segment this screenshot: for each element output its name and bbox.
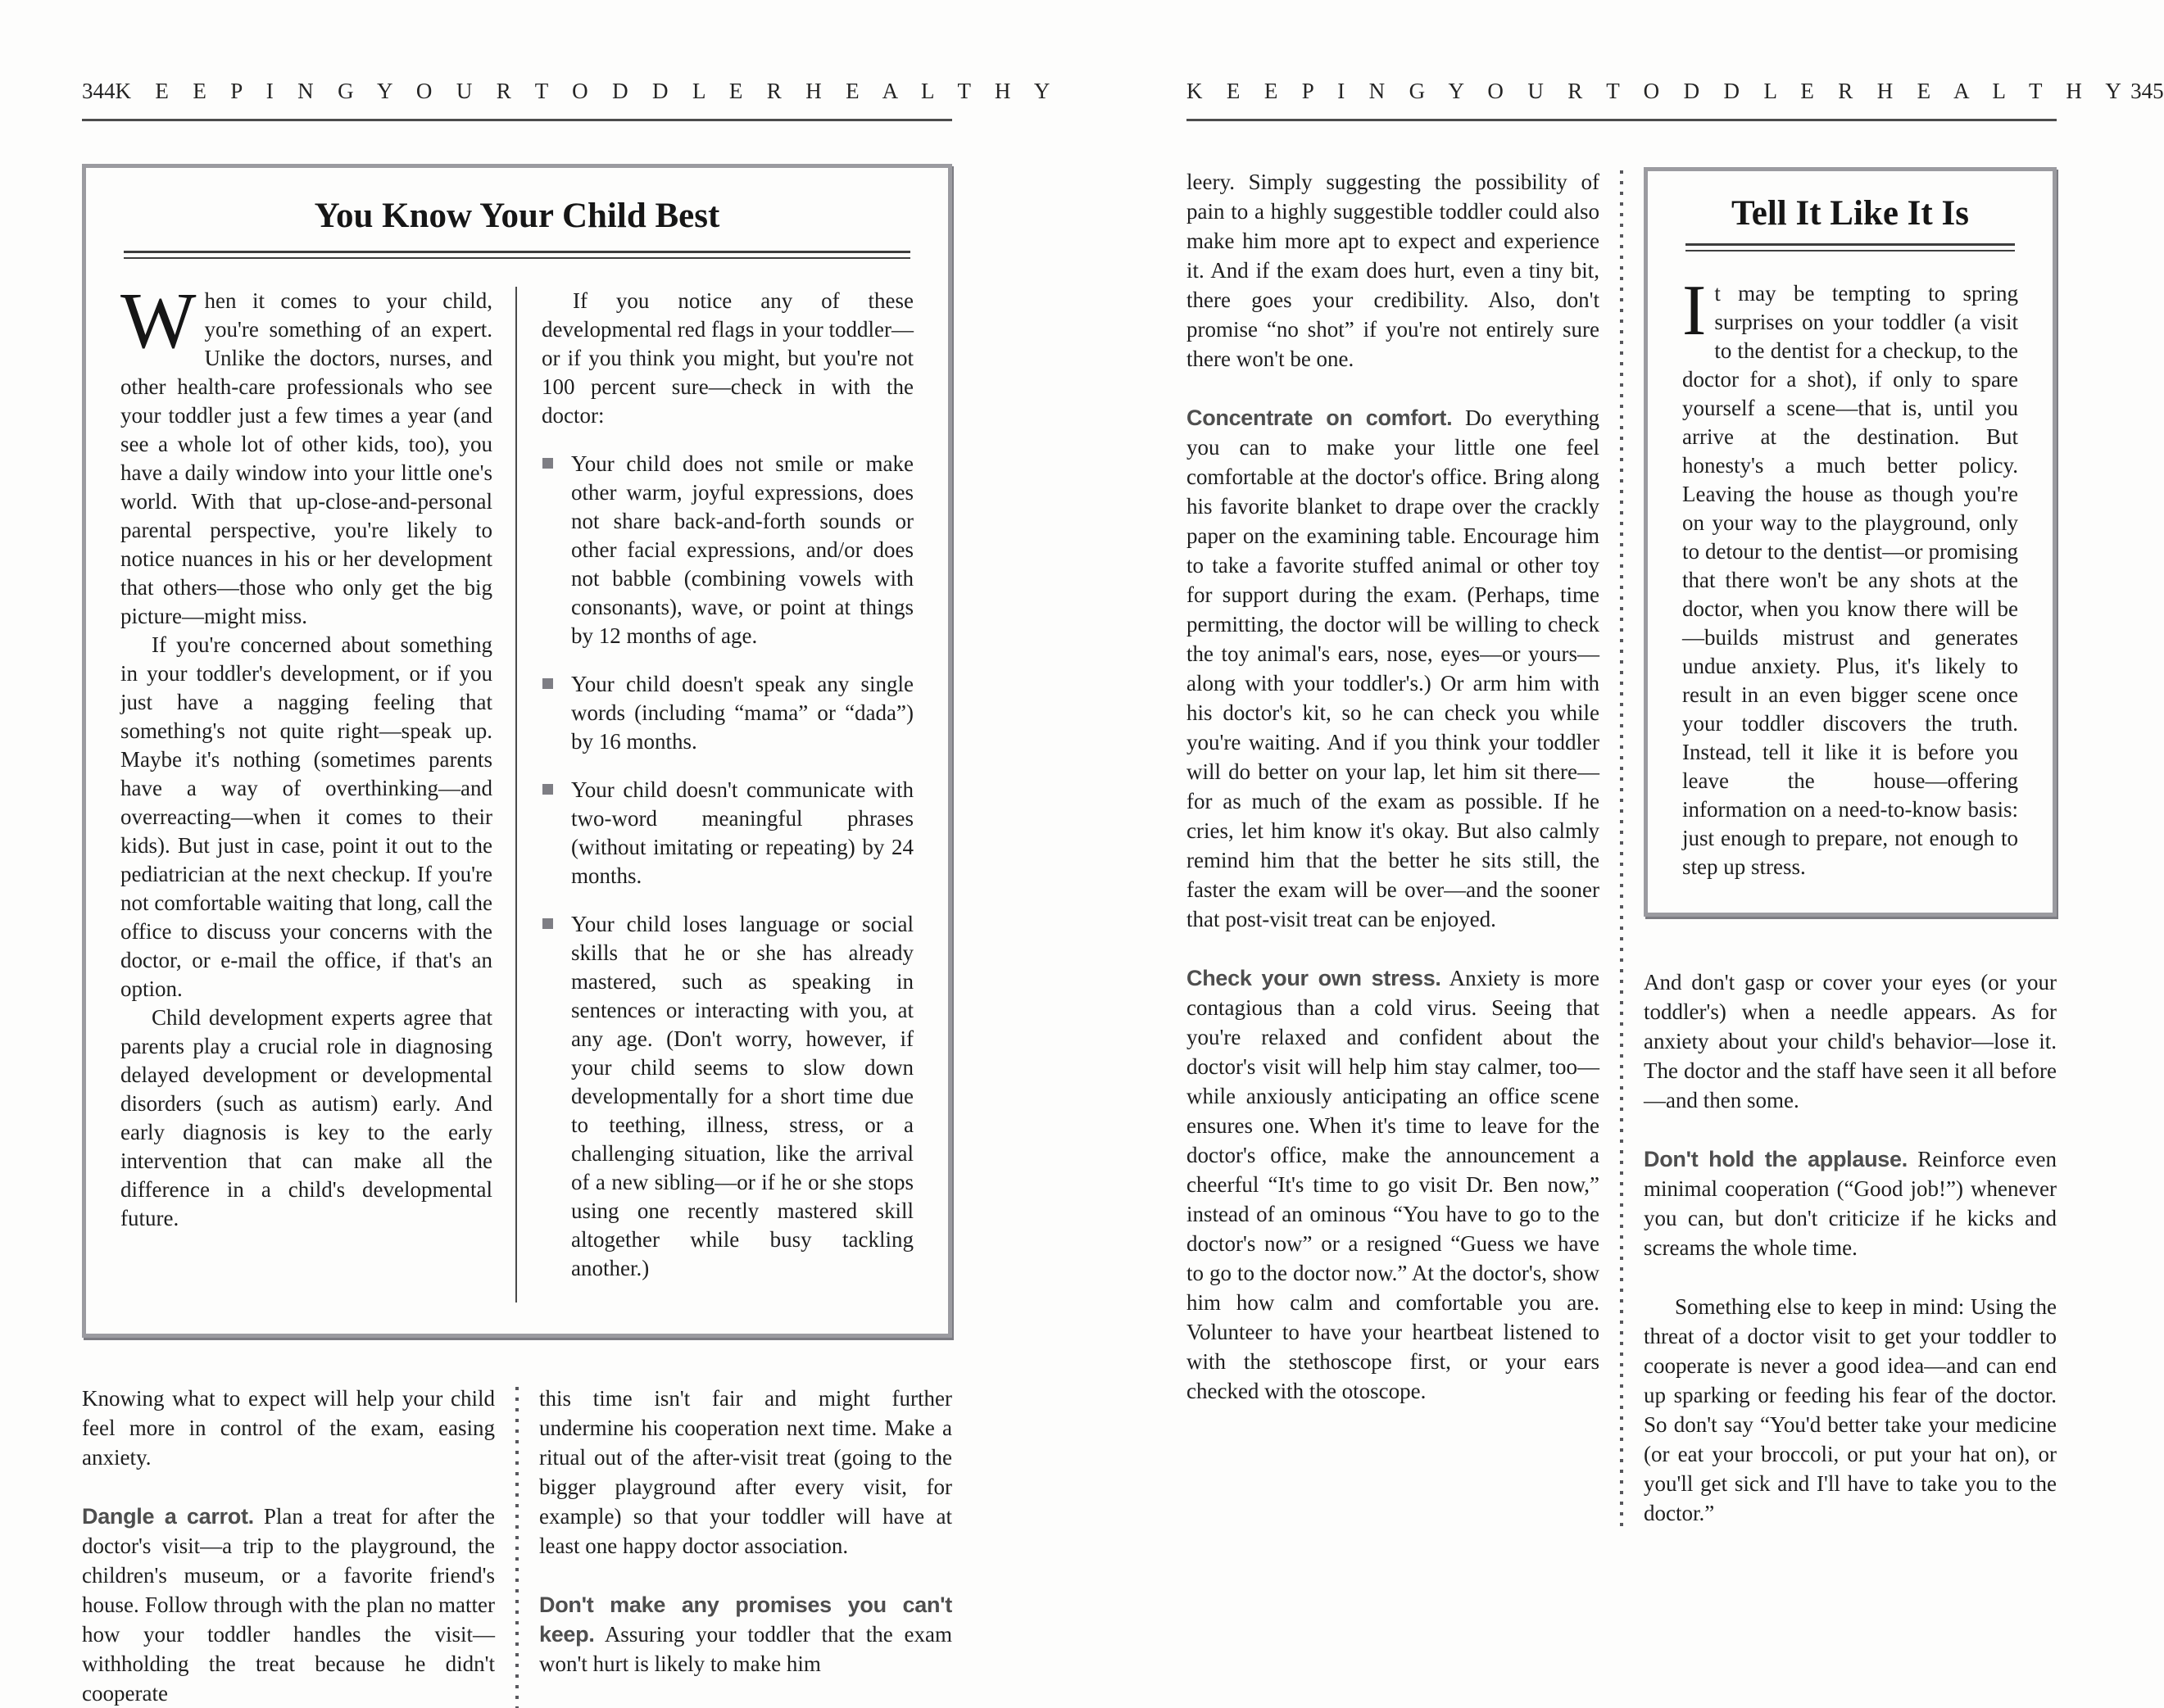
page-number: 345 [2130,79,2164,103]
paragraph-lead: Don't hold the applause. [1644,1147,1908,1171]
body-column-right [1644,167,2057,1528]
left-page-header [82,79,1059,104]
paragraph-lead: Concentrate on comfort. [1186,405,1453,430]
paragraph: Don't make any promises you can't keep. Assuring your toddler that the exam won't hurt is likely to make him [539,1592,952,1676]
paragraph: Child development experts agree that parents play a crucial role in diagnosing delayed development or developmental disorders (such as autism) early. And early diagnosis is key to the early intervention that can make all the difference in a child's developmental future. [120,1005,492,1230]
box-body [1682,271,2018,881]
paragraph: leery. Simply suggesting the possibility of pain to a highly suggestible toddler could also make him more apt to expect and experience it. And if the exam does hurt, even a tiny bit, there goes your credibility. Also, don't promise “no shot” if you're not entirely sure there won't be one. [1186,170,1599,371]
paragraph-lead: Dangle a carrot. [82,1504,254,1529]
dropcap-letter: W [120,277,197,365]
body-column-left [82,1384,495,1708]
page-number: 344 [82,79,116,103]
feature-box-tell-it-like-it-is [1644,167,2057,917]
box-column-left [120,277,517,1303]
right-page-body-columns [1186,167,2057,1528]
list-item: Your child doesn't communicate with two-word meaningful phrases (without imitating or repeating) by 24 months. [542,776,914,890]
box-columns [120,277,914,1303]
list-item: Your child loses language or social skills that he or she has already mastered, such as speaking in sentences or interacting with you, at any age. (Don't worry, however, if your child seems to slow down developmentally for a short time due to teething, illness, stress, or a challenging situation, like the arrival of a new sibling—or if he or she stops using one recently mastered skill altogether while busy tackling another.) [542,910,914,1283]
list-item: Your child does not smile or make other warm, joyful expressions, does not share back-and-forth sounds or other facial expressions, and/or does not babble (combining vowels with consonants), wave, or point at things by 12 months of age. [542,450,914,650]
box-title-rule [1685,243,2015,251]
dropcap-letter: I [1682,271,1707,351]
right-page-header [1186,79,2164,104]
paragraph: Dangle a carrot. Plan a treat for after the doctor's visit—a trip to the playground, the children's museum, or a favorite friend's house. Follow through with the plan no matter how your toddler handles the visit—withholding the treat because he didn't cooperate [82,1504,495,1706]
box-column-right [517,287,914,1303]
paragraph: Knowing what to expect will help your child feel more in control of the exam, easing anxiety. [82,1386,495,1470]
paragraph: Concentrate on comfort. Do everything you can to make your little one feel comfortable at the doctor's office. Bring along his favorite blanket to drape over the crackly paper on the examining table. Encourage him to take a favorite stuffed animal or other toy for support during the exam. (Perhaps, time permitting, the doctor will be willing to check the toy animal's ears, nose, eyes—or yours—along with your toddler's.) Or arm him with his doctor's kit, so he can check you while you're waiting. And if you think your toddler will do better on your lap, let him sit there—for as much of the exam as possible. If he cries, let him know it's okay. But also calmly remind him that the better he sits still, the faster the exam will be over—and the sooner that post-visit treat can be enjoyed. [1186,405,1599,931]
paragraph-lead: Check your own stress. [1186,966,1441,990]
box-title: Tell It Like It Is [1731,194,1969,233]
right-page [1186,0,2164,1528]
list-item: Your child doesn't speak any single words (including “mama” or “dada”) by 16 months. [542,670,914,756]
box-title-rule [124,251,910,259]
paragraph: Check your own stress. Anxiety is more contagious than a cold virus. Seeing that you're relaxed and confident about the doctor's visit will help him stay calmer, too—while anxiously anticipating an office scene ensures one. When it's time to leave for the doctor's office, make the announcement a cheerful “It's time to go visit Dr. Ben now,” instead of an ominous “You have to go to the doctor's now” or a resigned “Guess we have to go to the doctor now.” At the doctor's, show him how calm and comfortable you are. Volunteer to have your heartbeat listened to with the stethoscope first, or your ears checked with the otoscope. [1186,966,1599,1403]
paragraph-lead: Don't make any promises you can't keep. [539,1592,952,1647]
body-column-left [1186,167,1599,1528]
paragraph: this time isn't fair and might further undermine his cooperation next time. Make a ritual out of the after-visit treat (going to the bigger playground after every visit, for example) so that your toddler will have at least one happy doctor association. [539,1386,952,1558]
left-page [82,0,1059,1708]
paragraph: If you're concerned about something in your toddler's development, or if you just have a nagging feeling that something's not quite right—speak up. Maybe it's nothing (sometimes parents have a way of overthinking—and overreacting—when it comes to their kids). But just in case, point it out to the pediatrician at the next checkup. If you're not comfortable waiting that long, call the office to discuss your concerns with the doctor, or e-mail the office, if that's an option. [120,632,492,1001]
box-title: You Know Your Child Best [314,197,720,235]
paragraph: Don't hold the applause. Reinforce even minimal cooperation (“Good job!”) whenever you can, but don't criticize if he kicks and screams the whole time. [1644,1147,2057,1260]
dotted-column-divider [515,1387,519,1708]
header-rule [82,119,952,121]
paragraph: And don't gasp or cover your eyes (or your toddler's) when a needle appears. As for anxiety about your child's behavior—lose it. The doctor and the staff have seen it all before—and then some. [1644,970,2057,1112]
running-head: K E E P I N G Y O U R T O D D L E R H E A L T H Y [1186,79,2131,103]
feature-box-you-know-your-child-best [82,164,952,1338]
left-page-body-columns [82,1384,952,1708]
red-flag-list [542,450,914,1283]
dotted-column-divider [1620,170,1623,1528]
header-rule [1186,119,2057,121]
body-column-right [539,1384,952,1708]
running-head: K E E P I N G Y O U R T O D D L E R H E A L T H Y [115,79,1059,103]
paragraph: It may be tempting to spring surprises on your toddler (a visit to the dentist for a checkup, to the doctor for a shot), if only to spare yourself a scene—that is, until you arrive at the destination. But honesty's a much better policy. Leaving the house as though you're on your way to the playground, only to detour to the dentist—or promising that there won't be any shots at the doctor, when you know there will be—builds mistrust and generates undue anxiety. Plus, it's likely to result in an even bigger scene once your toddler discovers the truth. Instead, tell it like it is before you leave the house—offering information on a need-to-know basis: just enough to prepare, not enough to step up stress. [1682,271,2018,879]
paragraph: Something else to keep in mind: Using the threat of a doctor visit to get your toddler to cooperate is never a good idea—and can end up sparking or feeding his fear of the doctor. So don't say “You'd better take your medicine (or eat your broccoli, or put your hat on), or you'll get sick and I'll have to take you to the doctor.” [1644,1294,2057,1525]
paragraph: When it comes to your child, you're something of an expert. Unlike the doctors, nurses, and other health-care professionals who see your toddler just a few times a year (and see a whole lot of other kids, too), you have a daily window into your little one's world. With that up-close-and-personal parental perspective, you're likely to notice nuances in his or her development that others—those who only get the big picture—might miss. [120,277,492,628]
paragraph: If you notice any of these developmental red flags in your toddler—or if you think you might, but you're not 100 percent sure—check in with the doctor: [542,288,914,428]
